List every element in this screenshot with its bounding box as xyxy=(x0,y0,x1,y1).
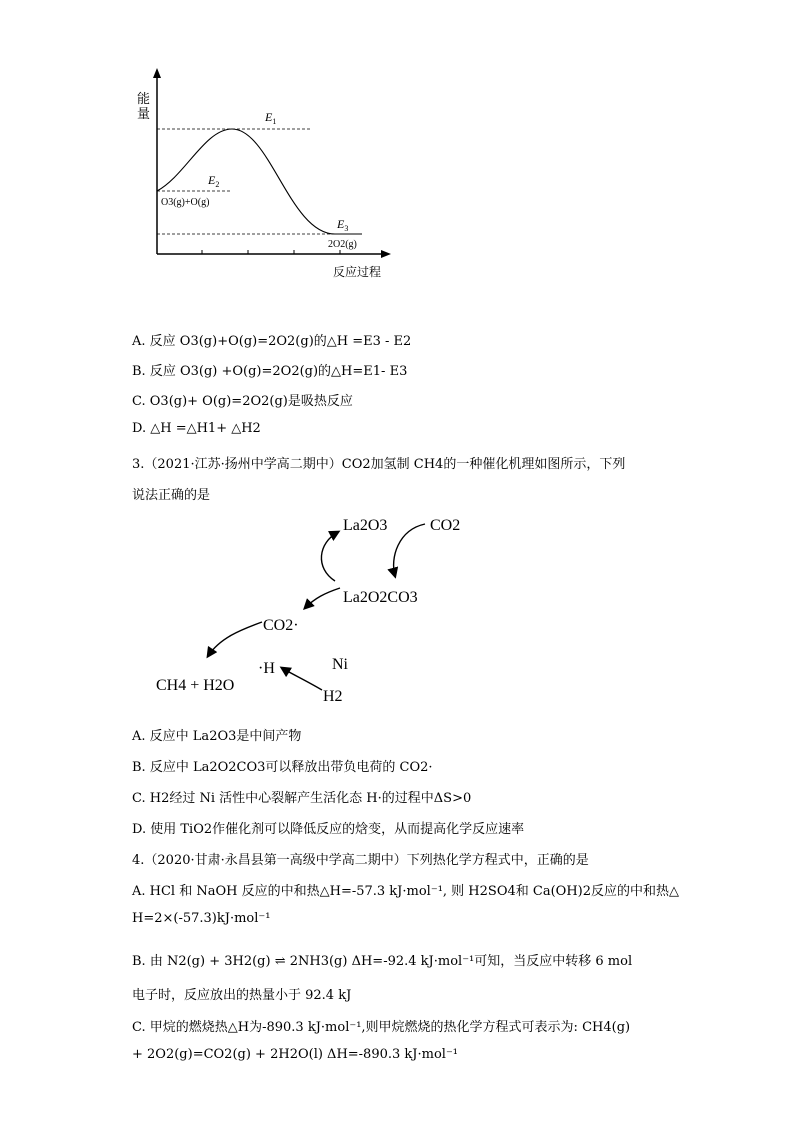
e3-label: $E_3$ xyxy=(337,217,349,233)
q4-option-c-line2: + 2O2(g)=CO2(g) + 2H2O(l) ΔH=-890.3 kJ·mol⁻¹ xyxy=(132,1047,459,1062)
arrow-la2o2co3-to-co2-radical xyxy=(305,588,340,608)
arrow-la2o2co3-to-la2o3 xyxy=(321,532,338,581)
q3-option-b: B. 反应中 La2O2CO3可以释放出带负电荷的 CO2· xyxy=(132,760,433,775)
y-axis-label-2: 量 xyxy=(137,106,151,121)
energy-diagram xyxy=(137,66,400,286)
q3-option-c: C. H2经过 Ni 活性中心裂解产生活化态 H·的过程中ΔS>0 xyxy=(132,791,472,806)
arrow-h2-to-h-radical xyxy=(282,668,322,690)
q2-option-c: C. O3(g)+ O(g)=2O2(g)是吸热反应 xyxy=(132,394,353,409)
q2-option-a: A. 反应 O3(g)+O(g)=2O2(g)的△H =E3 - E2 xyxy=(132,334,412,349)
q4-option-b-line2: 电子时，反应放出的热量小于 92.4 kJ xyxy=(132,988,352,1003)
q4-option-a-line1: A. HCl 和 NaOH 反应的中和热△H=-57.3 kJ·mol⁻¹, 则 H2SO4和 Ca(OH)2反应的中和热△ xyxy=(132,884,679,899)
mechanism-diagram xyxy=(150,508,470,708)
la2o3-label: La2O3 xyxy=(343,517,388,534)
ni-label: Ni xyxy=(332,656,348,673)
q2-option-b: B. 反应 O3(g) +O(g)=2O2(g)的△H=E1- E3 xyxy=(132,364,408,379)
h2-label: H2 xyxy=(323,688,343,705)
products-label: CH4 + H2O xyxy=(156,677,235,694)
q3-stem-line2: 说法正确的是 xyxy=(132,488,211,503)
products-label: 2O2(g) xyxy=(328,239,357,250)
q4-stem: 4.（2020·甘肃·永昌县第一高级中学高二期中）下列热化学方程式中，正确的是 xyxy=(132,853,589,868)
q3-option-a: A. 反应中 La2O3是中间产物 xyxy=(132,729,302,744)
e1-label: $E_1$ xyxy=(265,110,277,126)
q4-option-c-line1: C. 甲烷的燃烧热△H为-890.3 kJ·mol⁻¹,则甲烷燃烧的热化学方程式可表示为: CH4(g) xyxy=(132,1020,631,1035)
x-axis-label: 反应过程 xyxy=(333,265,382,279)
co2-label: CO2 xyxy=(430,517,461,534)
q4-option-b-line1: B. 由 N2(g) + 3H2(g) ⇌ 2NH3(g) ΔH=-92.4 kJ·mol⁻¹可知，当反应中转移 6 mol xyxy=(132,954,633,969)
la2o2co3-label: La2O2CO3 xyxy=(343,589,418,606)
co2-radical-label: CO2· xyxy=(263,617,299,634)
reactants-label: O3(g)+O(g) xyxy=(161,197,210,208)
q4-option-a-line2: H=2×(-57.3)kJ·mol⁻¹ xyxy=(132,911,271,926)
q3-stem-line1: 3.（2021·江苏·扬州中学高二期中）CO2加氢制 CH4的一种催化机理如图所示，下列 xyxy=(132,457,626,472)
h-radical-label: ·H xyxy=(258,660,275,677)
e2-label: $E_2$ xyxy=(208,173,220,189)
x-axis-arrow xyxy=(381,250,391,258)
energy-curve xyxy=(157,129,362,234)
arrow-co2-radical-to-products xyxy=(208,622,262,656)
y-axis-label-1: 能 xyxy=(137,91,151,106)
arrow-co2-to-la2o2co3 xyxy=(394,524,425,576)
q2-option-d: D. △H =△H1+ △H2 xyxy=(132,421,261,436)
q3-option-d: D. 使用 TiO2作催化剂可以降低反应的焓变，从而提高化学反应速率 xyxy=(132,822,525,837)
y-axis-arrow xyxy=(153,68,161,78)
